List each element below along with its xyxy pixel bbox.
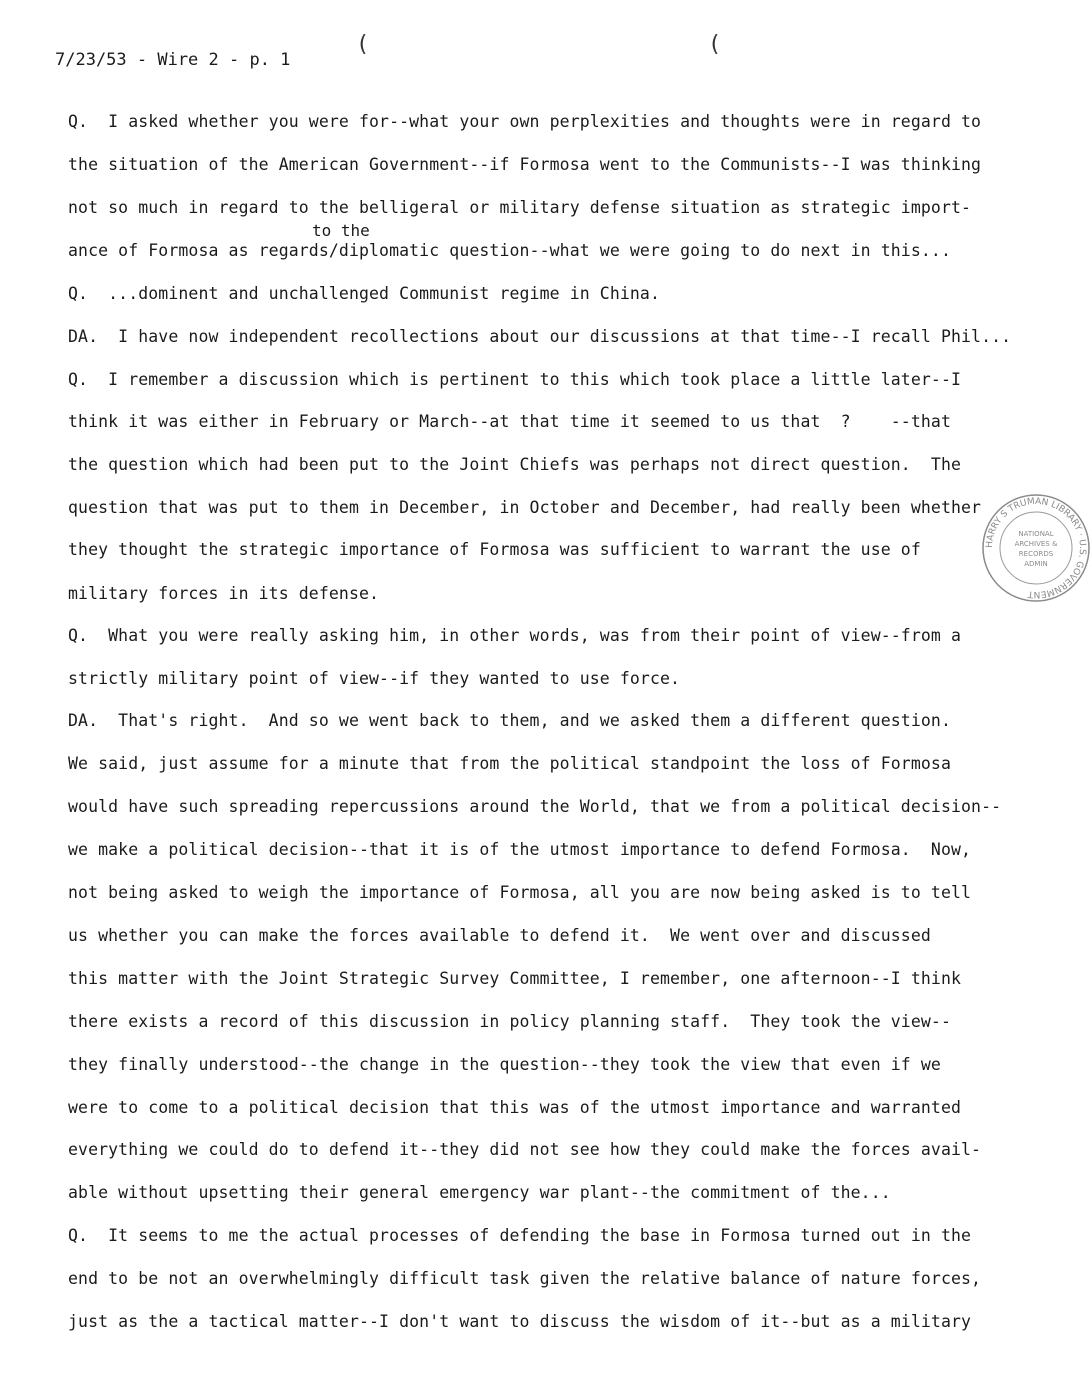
text-line: were to come to a political decision that this was of the utmost importance and warranted [68,1098,962,1117]
page-header: 7/23/53 - Wire 2 - p. 1 [55,50,291,70]
text-line: end to be not an overwhelmingly difficult task given the relative balance of nature forces, [68,1269,982,1288]
text-line: military forces in its defense. [68,584,380,603]
text-line: would have such spreading repercussions around the World, that we from a political decision-- [68,797,1002,816]
stamp-center-line: ARCHIVES & [1014,540,1058,548]
archive-stamp [980,492,1092,604]
text-line: strictly military point of view--if they wanted to use force. [68,669,681,688]
handwritten-mark-right: ( [708,32,722,57]
text-line: just as the a tactical matter--I don't want to discuss the wisdom of it--but as a military [68,1312,972,1331]
text-line: we make a political decision--that it is of the utmost importance to defend Formosa. Now, [68,840,972,859]
text-line: ance of Formosa as regards/diplomatic question--what we were going to do next in this... [68,241,951,260]
text-line: Q. It seems to me the actual processes of defending the base in Formosa turned out in the [68,1226,972,1245]
text-line: not being asked to weigh the importance of Formosa, all you are now being asked is to tell [68,883,972,902]
text-line: Q. I asked whether you were for--what your own perplexities and thoughts were in regard to [68,112,982,131]
text-line: us whether you can make the forces available to defend it. We went over and discussed [68,926,931,945]
text-line: they finally understood--the change in the question--they took the view that even if we [68,1055,941,1074]
text-line: able without upsetting their general emergency war plant--the commitment of the... [68,1183,891,1202]
text-line: there exists a record of this discussion in policy planning staff. They took the view-- [68,1012,951,1031]
stamp-center-line: RECORDS [1018,550,1054,558]
text-line: everything we could do to defend it--they did not see how they could make the forces avail- [68,1140,982,1159]
text-line: not so much in regard to the belligeral or military defense situation as strategic import- [68,198,972,217]
stamp-ring-text: HARRY S TRUMAN LIBRARY · U.S. GOVERNMENT [984,496,1088,600]
text-line: DA. I have now independent recollections about our discussions at that time--I recall Phil... [68,327,1012,346]
text-line: this matter with the Joint Strategic Survey Committee, I remember, one afternoon--I think [68,969,962,988]
stamp-center-line: NATIONAL [1018,530,1054,538]
text-line: Q. I remember a discussion which is pertinent to this which took place a little later--I [68,370,962,389]
handwritten-mark-left: ( [356,32,370,57]
text-line: the question which had been put to the Joint Chiefs was perhaps not direct question. The [68,455,962,474]
text-line: the situation of the American Government--if Formosa went to the Communists--I was thinking [68,155,982,174]
text-line: Q. What you were really asking him, in other words, was from their point of view--from a [68,626,962,645]
text-line: Q. ...dominent and unchallenged Communist regime in China. [68,284,660,303]
interlinear-insertion: to the [312,221,370,240]
text-line: they thought the strategic importance of Formosa was sufficient to warrant the use of [68,540,921,559]
text-line: We said, just assume for a minute that from the political standpoint the loss of Formosa [68,754,951,773]
text-line: DA. That's right. And so we went back to them, and we asked them a different question. [68,711,951,730]
text-line: think it was either in February or March--at that time it seemed to us that ? --that [68,412,951,431]
text-line: question that was put to them in December, in October and December, had really been whether [68,498,982,517]
stamp-center-line: ADMIN [1024,560,1048,568]
